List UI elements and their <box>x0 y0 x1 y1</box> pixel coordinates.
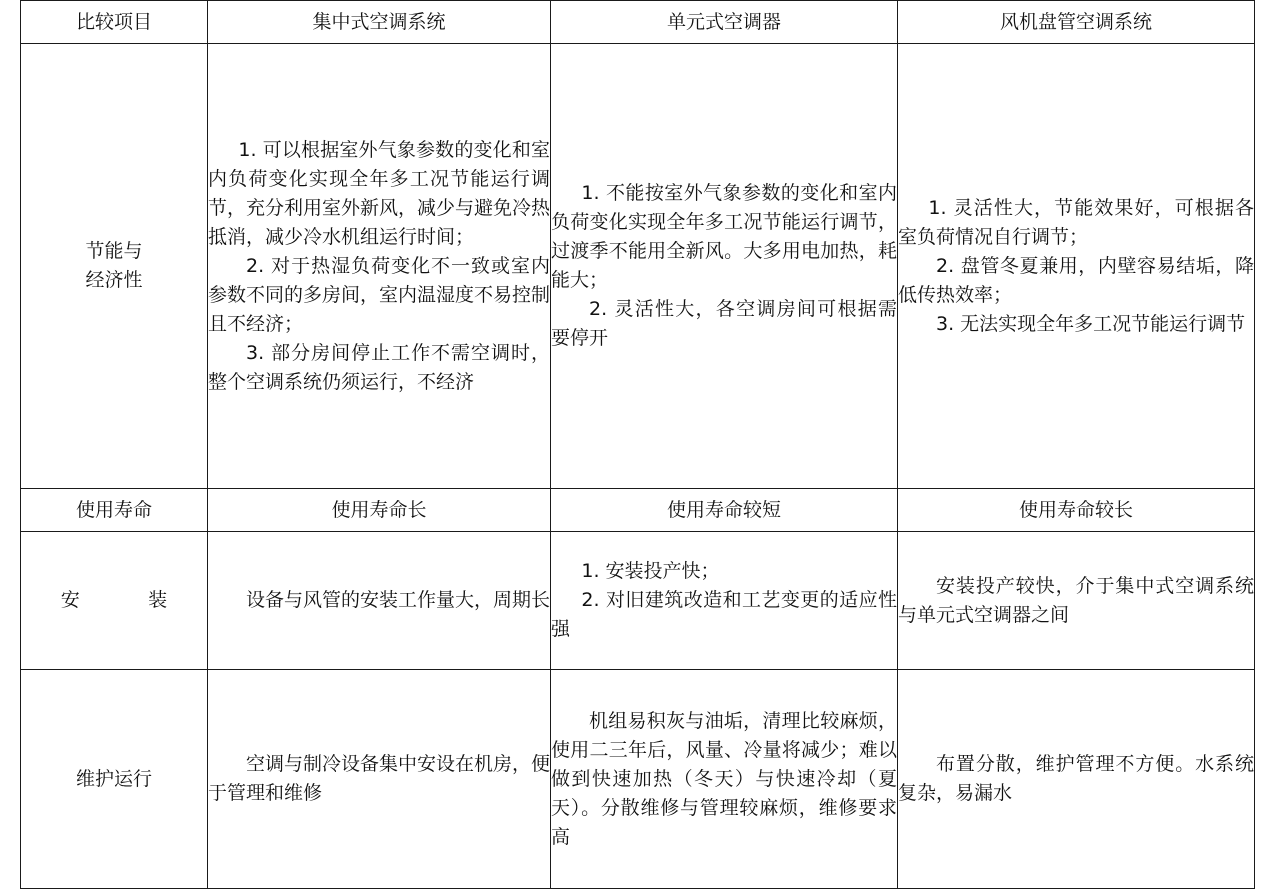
table-row <box>21 44 1255 489</box>
row-label-life: 使用寿命 <box>21 489 208 532</box>
paragraph: 1. 可以根据室外气象参数的变化和室内负荷变化实现全年多工况节能运行调节，充分利用室外新风，减少与避免冷热抵消，减少冷水机组运行时间； <box>208 138 551 248</box>
paragraph: 2. 对旧建筑改造和工艺变更的适应性强 <box>551 589 897 640</box>
cell-fancoil-install <box>898 532 1255 670</box>
comparison-table <box>20 0 1255 889</box>
paragraph: 设备与风管的安装工作量大，周期长 <box>246 589 551 611</box>
cell-unitary-install <box>551 532 898 670</box>
cell-central-maint <box>208 670 551 889</box>
cell-central-life: 使用寿命长 <box>208 489 551 532</box>
paragraph: 布置分散，维护管理不方便。水系统复杂，易漏水 <box>898 753 1254 804</box>
header-row <box>21 1 1255 44</box>
paragraph: 2. 盘管冬夏兼用，内壁容易结垢，降低传热效率； <box>898 254 1254 306</box>
cell-unitary-maint <box>551 670 898 889</box>
header-central: 集中式空调系统 <box>208 1 551 44</box>
paragraph: 3. 部分房间停止工作不需空调时，整个空调系统仍须运行，不经济 <box>208 341 550 393</box>
row-label-text: 安装 <box>60 589 236 611</box>
paragraph: 2. 灵活性大，各空调房间可根据需要停开 <box>551 298 897 349</box>
paragraph: 1. 不能按室外气象参数的变化和室内负荷变化实现全年多工况节能运行调节，过渡季不能用全新风。大多用电加热，耗能大； <box>551 182 897 291</box>
row-label-line: 节能与 <box>85 240 143 262</box>
header-item: 比较项目 <box>21 1 208 44</box>
paragraph: 3. 无法实现全年多工况节能运行调节 <box>936 312 1246 335</box>
paragraph: 2. 对于热湿负荷变化不一致或室内参数不同的多房间，室内温湿度不易控制且不经济； <box>208 254 551 335</box>
paragraph: 空调与制冷设备集中安设在机房，便于管理和维修 <box>208 753 551 804</box>
row-label-line: 经济性 <box>85 269 143 291</box>
cell-fancoil-energy <box>898 44 1255 489</box>
paragraph: 安装投产较快，介于集中式空调系统与单元式空调器之间 <box>898 574 1254 626</box>
cell-fancoil-maint <box>898 670 1255 889</box>
header-unitary: 单元式空调器 <box>551 1 898 44</box>
table-row <box>21 532 1255 670</box>
cell-fancoil-life: 使用寿命较长 <box>898 489 1255 532</box>
cell-central-install <box>208 532 551 670</box>
table-row <box>21 489 1255 532</box>
cell-unitary-energy <box>551 44 898 489</box>
cell-central-energy <box>208 44 551 489</box>
row-label-energy <box>21 44 208 489</box>
paragraph: 1. 安装投产快； <box>581 560 720 582</box>
paragraph: 1. 灵活性大，节能效果好，可根据各室负荷情况自行调节； <box>898 196 1254 248</box>
row-label-install <box>21 532 236 670</box>
row-label-maint: 维护运行 <box>21 670 208 889</box>
paragraph: 机组易积灰与油垢，清理比较麻烦，使用二三年后，风量、冷量将减少；难以做到快速加热（冬天）与快速冷却（夏天）。分散维修与管理较麻烦，维修要求高 <box>551 709 897 848</box>
header-fancoil: 风机盘管空调系统 <box>898 1 1255 44</box>
table-row <box>21 670 1255 889</box>
cell-unitary-life: 使用寿命较短 <box>551 489 898 532</box>
